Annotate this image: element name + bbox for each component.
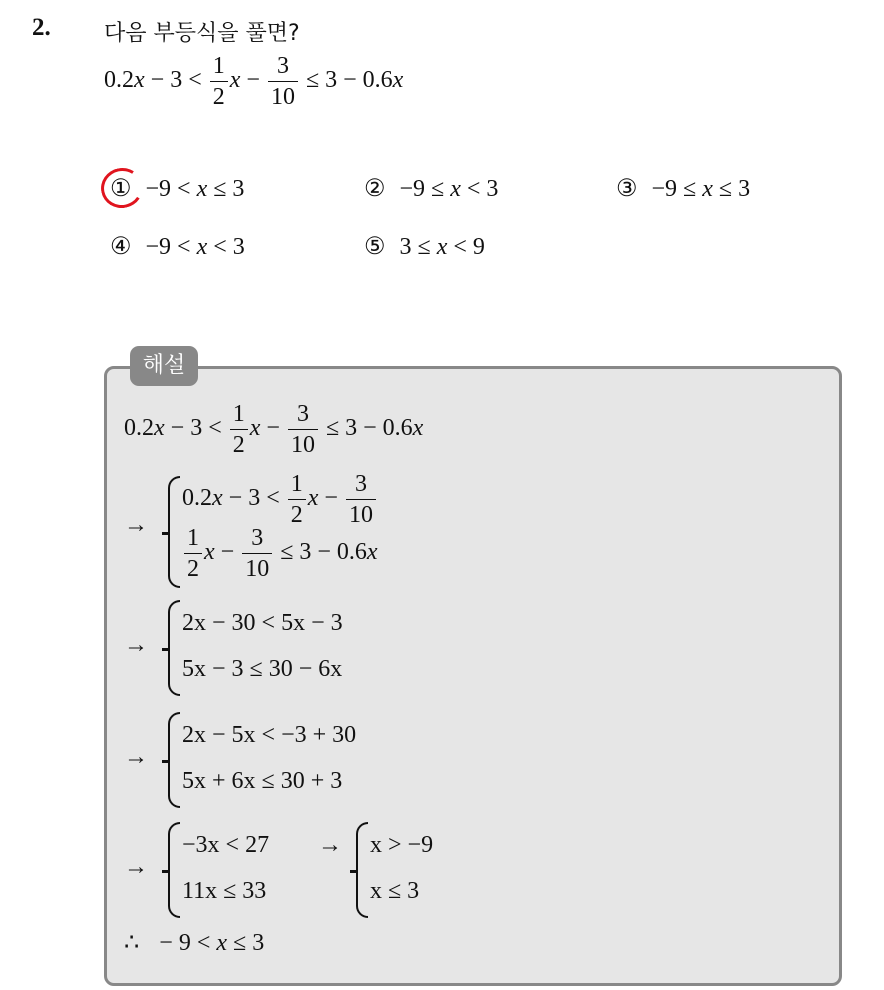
sol-line1-mid: x − [249,415,280,442]
sol-line1-left: 0.2x − 3 < [124,415,222,442]
step3-brace [168,712,180,808]
step2-brace [168,600,180,696]
ineq-right: ≤ 3 − 0.6x [305,67,404,94]
solution-line-1 [124,402,423,457]
step4-line-a: −3x < 27 [182,832,270,858]
step4-line-b: 11x ≤ 33 [182,878,267,904]
choice-4-text: −9 < x < 3 [145,234,245,260]
step4-brace [168,822,180,918]
step3-line-b: 5x + 6x ≤ 30 + 3 [182,768,343,794]
fraction-three-tenths: $\frac{3}{10}$ [268,54,298,109]
step1-line-a: 0.2x − 3 < $\frac{1}{2}$ x − $\frac{3}{10}$ [182,472,378,527]
question-prompt: 다음 부등식을 풀면? [104,21,300,46]
solution-label: 해설 [130,346,198,386]
conclusion [124,928,264,957]
choice-1-mark: ① [110,176,132,202]
sol-fraction-one-half: $\frac{1}{2}$ [230,402,248,457]
choice-5[interactable] [364,232,485,261]
step1-arrow: → [124,512,148,538]
therefore-symbol: ∴ [124,930,140,956]
step2-arrow: → [124,632,148,658]
step1-brace [168,476,180,588]
choice-4-mark: ④ [110,234,132,260]
fraction-one-half: $\frac{1}{2}$ [210,54,228,109]
step2-line-a: 2x − 30 < 5x − 3 [182,610,343,636]
step4-arrow-2: → [318,832,342,858]
choice-2-mark: ② [364,176,386,202]
choice-3-mark: ③ [616,176,638,202]
question-number: 2. [32,14,51,41]
choice-2[interactable] [364,174,498,203]
choice-1-text: −9 < x ≤ 3 [145,176,245,202]
choice-1[interactable] [110,174,244,203]
ineq-left: 0.2x − 3 < [104,67,202,94]
choice-4[interactable] [110,232,245,261]
sol-fraction-three-tenths: $\frac{3}{10}$ [288,402,318,457]
step3-line-a: 2x − 5x < −3 + 30 [182,722,357,748]
step4-line-d: x ≤ 3 [370,878,420,904]
choice-3-text: −9 ≤ x ≤ 3 [651,176,751,202]
step3-arrow: → [124,744,148,770]
choice-5-text: 3 ≤ x < 9 [399,234,485,260]
step4-arrow: → [124,854,148,880]
choice-5-mark: ⑤ [364,234,386,260]
conclusion-text: − 9 < x ≤ 3 [159,930,265,956]
step4-line-c: x > −9 [370,832,434,858]
sol-line1-right: ≤ 3 − 0.6x [325,415,424,442]
choice-3[interactable] [616,174,750,203]
question-inequality [104,54,403,109]
step4-brace-2 [356,822,368,918]
step1-line-b: $\frac{1}{2}$ x − $\frac{3}{10}$ ≤ 3 − 0.6x [182,526,378,581]
choice-2-text: −9 ≤ x < 3 [399,176,499,202]
step2-line-b: 5x − 3 ≤ 30 − 6x [182,656,343,682]
ineq-mid: x − [229,67,260,94]
